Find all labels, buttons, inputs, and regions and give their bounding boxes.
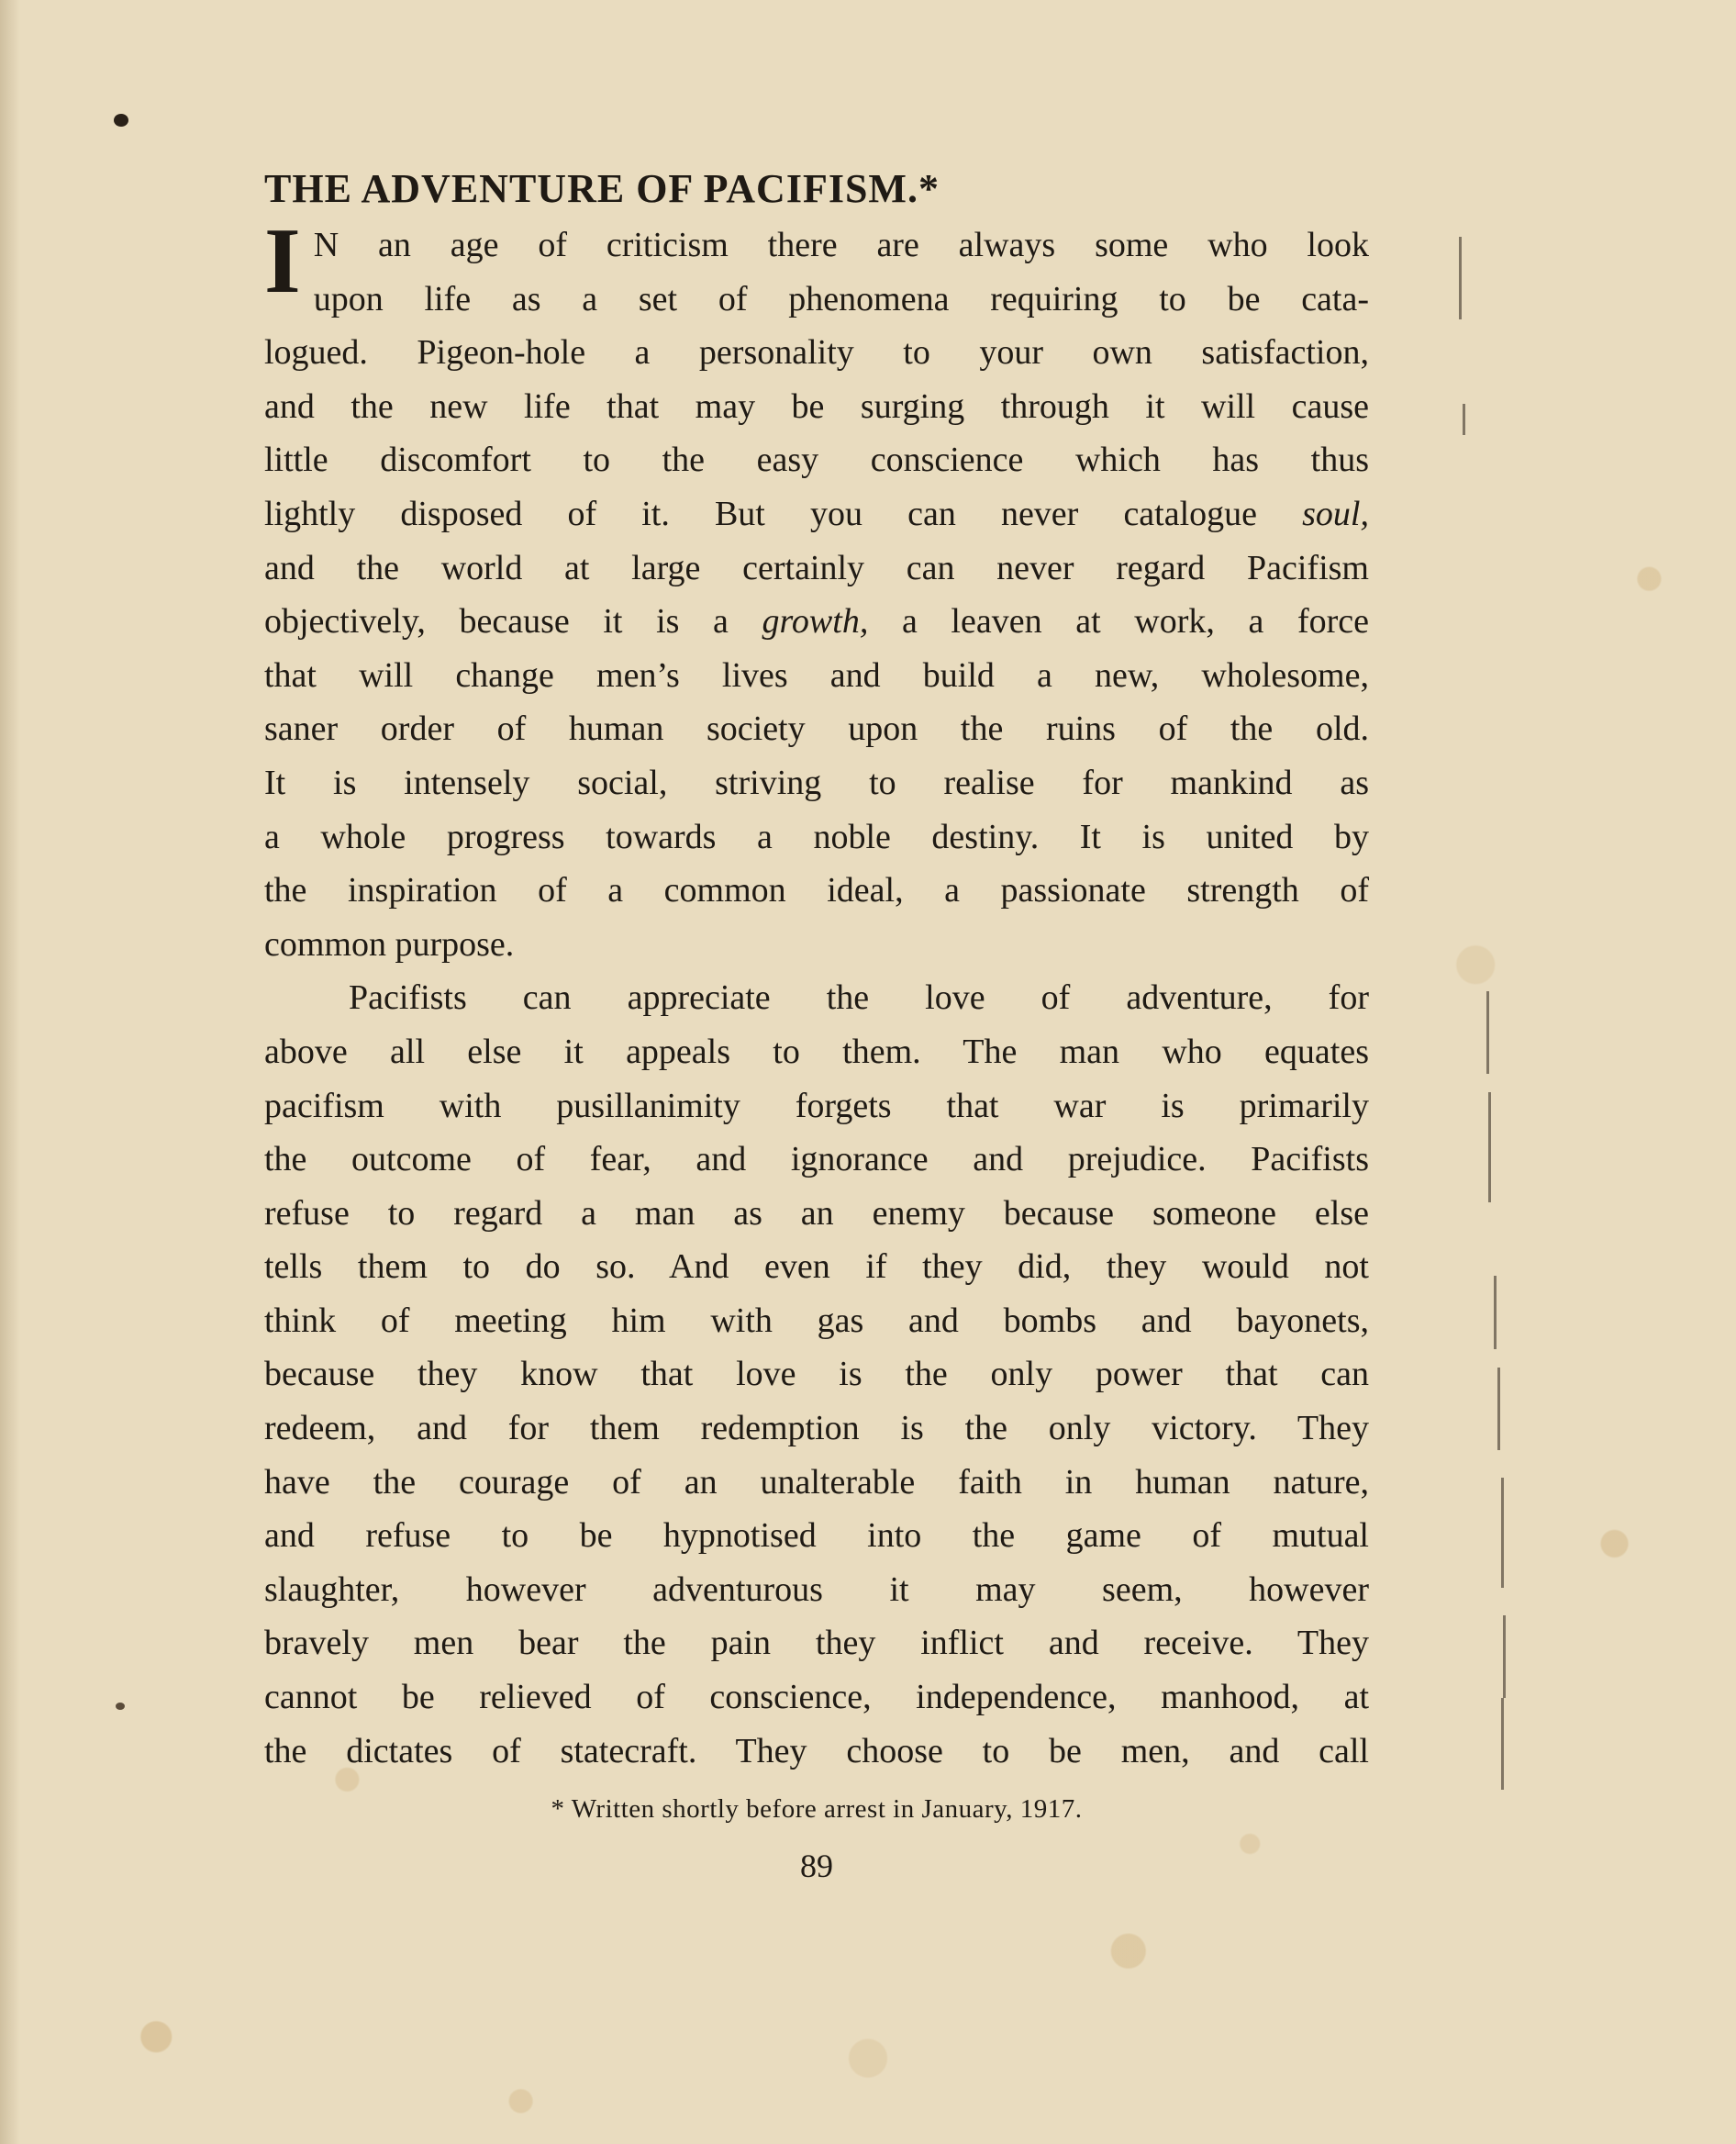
footnote: * Written shortly before arrest in January, 1917. xyxy=(551,1794,1083,1824)
text-line xyxy=(264,487,1369,542)
text-line: redeem, and for them redemption is the only victory. They xyxy=(264,1409,1369,1448)
text-line: It is intensely social, striving to realise for mankind as xyxy=(264,763,1369,802)
text-line: a whole progress towards a noble destiny. It is united by xyxy=(264,817,1369,856)
text-line: the inspiration of a common ideal, a passionate strength of xyxy=(264,871,1369,910)
text-line: and refuse to be hypnotised into the game of mutual xyxy=(264,1516,1369,1556)
text-line: tells them to do so. And even if they did, they would not xyxy=(264,1247,1369,1287)
margin-line xyxy=(1501,1698,1504,1790)
text-segment: a leaven at work, a force xyxy=(868,602,1369,642)
paragraph-2 xyxy=(264,971,1369,1778)
text-line: the outcome of fear, and ignorance and prejudice. Pacifists xyxy=(264,1140,1369,1179)
torn-left-edge xyxy=(0,0,20,2144)
page-number: 89 xyxy=(800,1848,833,1884)
text-line: above all else it appeals to them. The man who equates xyxy=(264,1032,1369,1071)
text-line: because they know that love is the only power that can xyxy=(264,1355,1369,1394)
text-line: common purpose. xyxy=(264,924,515,964)
margin-line xyxy=(1486,991,1489,1074)
ink-spot xyxy=(114,114,128,127)
text-line: think of meeting him with gas and bombs and bayonets, xyxy=(264,1301,1369,1340)
article xyxy=(264,163,1369,1778)
margin-line xyxy=(1503,1615,1506,1698)
margin-line xyxy=(1494,1276,1497,1349)
text-line: and the world at large certainly can never regard Pacifism xyxy=(264,548,1369,587)
text-line xyxy=(264,595,1369,649)
margin-line xyxy=(1497,1368,1500,1450)
italic-word: soul, xyxy=(1302,494,1369,533)
text-line: cannot be relieved of conscience, independence, manhood, at xyxy=(264,1678,1369,1717)
text-line: have the courage of an unalterable faith in human nature, xyxy=(264,1462,1369,1502)
margin-line xyxy=(1463,404,1465,435)
text-line: logued. Pigeon-hole a personality to your own satisfaction, xyxy=(264,333,1369,373)
text-line: slaughter, however adventurous it may seem, however xyxy=(264,1569,1369,1609)
italic-word: growth, xyxy=(762,602,869,642)
text-line: pacifism with pusillanimity forgets that war is primarily xyxy=(264,1086,1369,1125)
drop-cap: I xyxy=(264,209,301,313)
text-line: and the new life that may be surging through it will cause xyxy=(264,386,1369,426)
text-line: N an age of criticism there are always some who look xyxy=(313,226,1369,264)
text-segment: lightly disposed of it. But you can never catalogue xyxy=(264,494,1303,533)
article-title: THE ADVENTURE OF PACIFISM.* xyxy=(264,166,940,211)
text-line: the dictates of statecraft. They choose to be men, and call xyxy=(264,1731,1369,1770)
margin-line xyxy=(1488,1092,1491,1202)
text-line: Pacifists can appreciate the love of adventure, for xyxy=(349,978,1369,1018)
text-line: little discomfort to the easy conscience which has thus xyxy=(264,441,1369,480)
text-line: upon life as a set of phenomena requiring to be cata- xyxy=(313,279,1369,318)
ink-spot-small xyxy=(116,1703,125,1710)
paragraph-1 xyxy=(264,209,1369,971)
text-line: saner order of human society upon the ruins of the old. xyxy=(264,709,1369,749)
text-line: bravely men bear the pain they inflict and receive. They xyxy=(264,1624,1369,1663)
text-line: that will change men’s lives and build a new, wholesome, xyxy=(264,655,1369,695)
margin-line xyxy=(1501,1478,1504,1588)
text-line: refuse to regard a man as an enemy because someone else xyxy=(264,1193,1369,1233)
text-segment: objectively, because it is a xyxy=(264,602,762,642)
margin-line xyxy=(1459,237,1462,319)
